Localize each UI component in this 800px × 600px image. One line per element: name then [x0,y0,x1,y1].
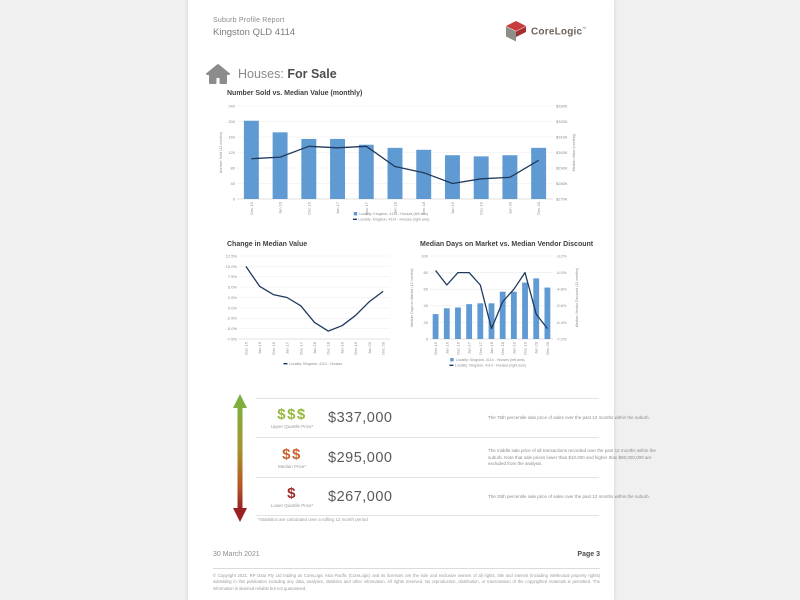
divider [256,398,599,399]
svg-text:20: 20 [423,319,428,325]
median-price: $295,000 [328,450,393,466]
chart1-title: Number Sold vs. Median Value (monthly) [227,90,363,97]
number-sold-vs-median-value-chart [218,99,598,233]
svg-text:Locality: Kingston, 4114 - Hou: Locality: Kingston, 4114 - Houses [288,362,343,366]
svg-text:Dec 18: Dec 18 [325,342,331,355]
svg-text:80: 80 [423,270,428,275]
svg-text:-2.5%: -2.5% [226,315,237,321]
statistics-footnote: *Statistics are calculated over a rolling 12 month period [258,517,368,522]
dollar-symbols-median: $$ [282,446,302,463]
corelogic-logo-icon [505,20,527,43]
svg-text:0: 0 [425,336,428,342]
svg-text:120: 120 [228,149,235,155]
svg-text:Dec 17: Dec 17 [363,202,369,215]
svg-text:Dec 20: Dec 20 [536,202,542,215]
svg-text:Locality: Kingston, 4114 - Hou: Locality: Kingston, 4114 - Houses (left axis) [359,212,429,216]
lower-quartile-label: Lower Quartile Price* [270,503,314,508]
svg-text:60: 60 [423,286,428,292]
change-in-median-value-chart [218,250,408,375]
svg-text:160: 160 [228,134,235,140]
svg-text:$320K: $320K [556,118,568,124]
report-type-label: Suburb Profile Report [213,17,285,24]
svg-text:Jun 19: Jun 19 [511,342,517,355]
svg-text:Jun 19: Jun 19 [450,202,455,215]
median-price-row [256,440,656,476]
svg-text:$270K: $270K [556,196,568,202]
svg-text:Dec 16: Dec 16 [306,202,312,215]
svg-text:-7.2%: -7.2% [556,336,567,342]
svg-text:Dec 19: Dec 19 [478,202,484,215]
svg-text:80: 80 [230,165,235,171]
corelogic-logo-text: CoreLogic™ [531,25,587,38]
svg-text:Dec 18: Dec 18 [421,202,427,215]
chart2-title: Change in Median Value [227,241,308,248]
svg-text:Dec 17: Dec 17 [298,342,304,355]
svg-text:Dec 18: Dec 18 [500,342,506,355]
svg-text:2.5%: 2.5% [227,294,237,300]
divider [256,477,599,478]
svg-text:Jun 17: Jun 17 [335,202,340,215]
svg-text:Jun 18: Jun 18 [489,342,494,355]
svg-text:Jun 20: Jun 20 [507,202,513,215]
divider [256,437,599,438]
upper-quartile-row [256,400,650,436]
svg-text:Jun 17: Jun 17 [284,342,290,355]
report-date: 30 March 2021 [213,551,260,558]
house-icon [206,63,230,85]
price-range-arrow-icon [230,393,250,523]
svg-text:$330K: $330K [556,103,568,109]
upper-quartile-price: $337,000 [328,410,393,426]
svg-text:Jun 16: Jun 16 [277,202,283,215]
svg-text:Locality: Kingston, 4114 - Hou: Locality: Kingston, 4114 - Houses (left axis) [455,358,525,362]
svg-text:Dec 16: Dec 16 [455,342,461,355]
svg-text:Dec 15: Dec 15 [243,342,249,355]
lower-quartile-row [256,479,650,515]
svg-text:Dec 15: Dec 15 [248,202,254,215]
section-header [206,63,337,85]
svg-text:Jun 16: Jun 16 [257,342,263,355]
copyright-text: © Copyright 2021. RP Data Pty Ltd trading as CoreLogic Asia Pacific (CoreLogic) and its licensors are the sole and exclusive owners of all rights, title and interest (including intellectual property rights) subsisting in this publication including any data, analytics, statistics and other information. All rights reserved. No reproduction, distribution, or transmission of the copyrighted materials is permitted. The information is deemed reliable but not guaranteed. [213,573,600,591]
median-price-label: Median Price* [277,464,306,469]
upper-quartile-description: The 75th percentile sale price of sales over the past 12 months within the suburb. [488,414,650,420]
svg-text:Median Value (monthly): Median Value (monthly) [572,133,576,172]
svg-text:Locality: Kingston, 4114 - Hou: Locality: Kingston, 4114 - Houses (right axis) [358,217,430,222]
svg-text:240: 240 [228,103,235,109]
svg-text:Jun 18: Jun 18 [392,202,398,215]
svg-text:$290K: $290K [556,165,568,171]
svg-text:Jun 19: Jun 19 [339,342,345,355]
svg-text:Dec 20: Dec 20 [544,342,550,355]
svg-text:40: 40 [423,303,428,309]
svg-text:7.5%: 7.5% [227,274,237,280]
svg-text:Dec 17: Dec 17 [477,342,483,355]
svg-text:Jun 17: Jun 17 [466,342,472,355]
svg-text:40: 40 [230,180,235,186]
corelogic-logo [505,20,586,43]
report-page [188,0,656,600]
svg-text:Dec 15: Dec 15 [433,342,439,355]
svg-text:200: 200 [228,118,235,124]
suburb-title: Kingston QLD 4114 [213,27,296,38]
svg-text:Locality: Kingston, 4114 - Hou: Locality: Kingston, 4114 - Houses (right axis) [454,363,526,368]
svg-text:$300K: $300K [556,149,568,155]
footer-divider [213,568,600,569]
svg-text:-4.8%: -4.8% [556,286,567,292]
chart3-title: Median Days on Market vs. Median Vendor Discount [420,241,594,248]
dollar-symbols-lower: $ [287,485,297,502]
svg-text:-7.5%: -7.5% [226,336,237,342]
svg-text:Dec 16: Dec 16 [270,342,276,355]
page-number: Page 3 [577,551,600,558]
svg-text:$310K: $310K [556,134,568,140]
svg-text:Dec 19: Dec 19 [353,342,359,355]
svg-text:Dec 19: Dec 19 [522,342,528,355]
divider [256,515,599,516]
median-price-description: The middle sale price of all transactions recorded over the past 12 months within the suburb. Note that sale prices lower than $10,000 and higher than $80,000,000 are excluded from the analysis. [488,448,656,467]
svg-text:Jun 20: Jun 20 [533,342,539,355]
svg-text:Dec 20: Dec 20 [380,342,386,355]
svg-text:-6.4%: -6.4% [556,319,567,325]
svg-text:Number Sold (12 months): Number Sold (12 months) [219,131,223,174]
svg-text:Jun 18: Jun 18 [312,342,317,355]
dollar-symbols-upper: $$$ [277,406,307,423]
svg-text:Median Days on Market (12 mont: Median Days on Market (12 months) [410,268,414,327]
svg-text:$280K: $280K [556,180,568,186]
svg-text:-5.0%: -5.0% [226,326,237,332]
upper-quartile-label: Upper Quartile Price* [270,424,314,429]
svg-text:Jun 16: Jun 16 [444,342,450,355]
lower-quartile-description: The 25th percentile sale price of sales over the past 12 months within the suburb. [488,493,650,499]
lower-quartile-price: $267,000 [328,489,393,505]
svg-text:-3.2%: -3.2% [556,253,567,259]
svg-text:100: 100 [421,253,428,259]
svg-text:-5.6%: -5.6% [556,303,567,309]
section-title: Houses: For Sale [238,67,337,81]
svg-text:5.0%: 5.0% [227,284,237,290]
svg-text:Median Vendor Discount (12 mon: Median Vendor Discount (12 months) [575,267,579,328]
svg-text:12.5%: 12.5% [225,253,237,259]
svg-text:Jun 20: Jun 20 [366,342,372,355]
svg-text:10.0%: 10.0% [225,263,237,269]
days-on-market-vs-vendor-discount-chart [404,250,604,375]
svg-text:0.0%: 0.0% [227,305,237,311]
svg-text:0: 0 [232,196,235,202]
svg-text:-4.0%: -4.0% [556,270,567,275]
